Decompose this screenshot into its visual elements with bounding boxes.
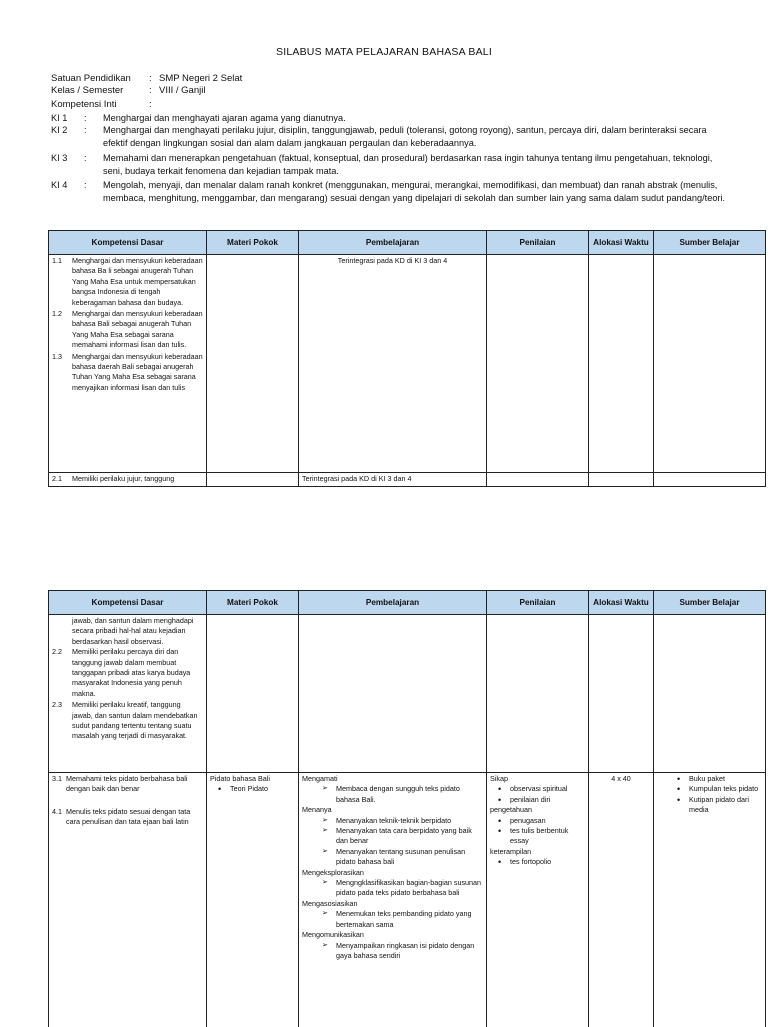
kd-item: 2.1 Memiliki perilaku jujur, tanggung — [52, 474, 175, 483]
alokasi-cell: 4 x 40 — [589, 773, 654, 1027]
materi-cell — [207, 473, 299, 487]
materi-cell — [207, 773, 299, 1027]
list-item: • Kutipan pidato dari media — [669, 795, 762, 816]
list-item: ➢ Menanyakan tentang susunan penulisan pidato bahasa bali — [302, 847, 483, 868]
step-mengomunikasikan: Mengomunikasikan — [302, 930, 364, 940]
kd-item: 2.3 Memiliki perilaku kreatif, tanggung jawab, dan santun dalam mendebatkan sudut pandang tertentu tentang suatu masalah yang terjadi di masyarakat. — [52, 700, 198, 741]
ki-text: Mengolah, menyaji, dan menalar dalam ranah konkret (menggunakan, mengurai, merangkai, memodifikasi, dan membuat) dan ranah abstrak (menulis, membaca, menghitung, menggambar, dan mengarang) sesuai dengan yang dipelajari di sekolah dan sumber lain yang sama dalam sudut pandang/teori. — [103, 180, 726, 203]
penilaian-sikap: Sikap — [490, 774, 508, 783]
col-header-kompetensi-dasar: Kompetensi Dasar — [49, 231, 207, 255]
meta-value: SMP Negeri 2 Selat — [159, 73, 243, 84]
alokasi-cell — [589, 615, 654, 773]
kd-cell — [49, 473, 207, 487]
kd-continuation: jawab, dan santun dalam menghadapi secara pribadi hal-hal atau kejadian berdasarkan hasil observasi. — [72, 616, 194, 646]
col-header-materi-pokok: Materi Pokok — [207, 591, 299, 615]
list-item: ➢ Menanyakan tata cara berpidato yang baik dan benar — [302, 826, 483, 847]
col-header-materi-pokok: Materi Pokok — [207, 231, 299, 255]
col-header-pembelajaran: Pembelajaran — [299, 591, 487, 615]
syllabus-table-1 — [48, 230, 766, 487]
syllabus-table-2 — [48, 590, 766, 1027]
col-header-pembelajaran: Pembelajaran — [299, 231, 487, 255]
col-header-sumber-belajar: Sumber Belajar — [654, 591, 766, 615]
ki-code: KI 2 — [51, 125, 68, 135]
ki-item: KI 3 : Memahami dan menerapkan pengetahuan (faktual, konseptual, dan prosedural) berdasarkan rasa ingin tahunya tentang ilmu pengetahuan, teknologi, seni, budaya terkait fenomena dan kejadian tampak mata. — [51, 152, 731, 177]
meta-label: Kompetensi Inti — [51, 99, 117, 110]
kd-cell — [49, 615, 207, 773]
list-item: • penugasan — [490, 816, 585, 826]
col-header-penilaian: Penilaian — [487, 591, 589, 615]
kd-item: 1.2 Menghargai dan mensyukuri keberadaan bahasa Bali sebagai anugerah Tuhan Yang Maha Esa sebagai sarana memahami informasi lisan dan tulis. — [52, 309, 203, 350]
penilaian-keterampilan: keterampilan — [490, 846, 532, 856]
list-item: • Teori Pidato — [210, 784, 295, 794]
sumber-cell — [654, 773, 766, 1027]
kd-item: 4.1 Menulis teks pidato sesuai dengan tata cara penulisan dan tata ejaan bali latin — [52, 806, 191, 827]
col-header-kompetensi-dasar: Kompetensi Dasar — [49, 591, 207, 615]
ki-text: Menghargai dan menghayati perilaku jujur, disiplin, tanggungjawab, peduli (toleransi, gotong royong), santun, percaya diri, dalam berinteraksi secara efektif dengan lingkungan sosial dan alam dalam jangkauan pergaulan dan keberadaannya. — [103, 125, 707, 148]
penilaian-cell — [487, 773, 589, 1027]
list-item: • observasi spiritual — [490, 784, 585, 794]
table-row — [49, 473, 766, 487]
alokasi-cell — [589, 473, 654, 487]
penilaian-cell — [487, 615, 589, 773]
list-item: • Buku paket — [669, 774, 762, 784]
ki-item: KI 4 : Mengolah, menyaji, dan menalar dalam ranah konkret (menggunakan, mengurai, merangkai, memodifikasi, dan membuat) dan ranah abstrak (menulis, membaca, menghitung, menggambar, dan mengarang) sesuai dengan yang dipelajari di sekolah dan sumber lain yang sama dalam sudut pandang/teori. — [51, 179, 731, 204]
pembelajaran-cell — [299, 615, 487, 773]
kd-item: 2.2 Memiliki perilaku percaya diri dan tanggung jawab dalam membuat tanggapan pribadi atas karya budaya masyarakat Indonesia yang penuh makna. — [52, 647, 191, 698]
ki-item: KI 1 : Menghargai dan menghayati ajaran agama yang dianutnya. — [51, 112, 731, 125]
meta-satuan-pendidikan: Satuan Pendidikan : SMP Negeri 2 Selat — [51, 73, 243, 84]
penilaian-pengetahuan: pengetahuan — [490, 805, 532, 815]
kd-item: 1.3 Menghargai dan mensyukuri keberadaan bahasa daerah Bali sebagai anugerah Tuhan Yang Maha Esa sebagai sarana menyajikan informasi lisan dan tulis — [52, 351, 203, 392]
alokasi-cell — [589, 255, 654, 473]
table-row — [49, 773, 766, 1027]
list-item: ➢ Menyampaikan ringkasan isi pidato dengan gaya bahasa sendiri — [302, 941, 483, 962]
col-header-alokasi-waktu: Alokasi Waktu — [589, 231, 654, 255]
penilaian-cell — [487, 473, 589, 487]
step-mengeksplorasikan: Mengeksplorasikan — [302, 867, 364, 877]
col-header-penilaian: Penilaian — [487, 231, 589, 255]
list-item: ➢ Menemukan teks pembanding pidato yang bertemakan sama — [302, 909, 483, 930]
ki-text: Menghargai dan menghayati ajaran agama yang dianutnya. — [103, 113, 346, 123]
meta-label: Satuan Pendidikan — [51, 73, 131, 84]
ki-code: KI 3 — [51, 153, 68, 163]
list-item: • tes fortopolio — [490, 857, 585, 867]
ki-code: KI 4 — [51, 180, 68, 190]
step-mengamati: Mengamati — [302, 774, 338, 783]
pembelajaran-cell — [299, 773, 487, 1027]
materi-cell — [207, 615, 299, 773]
table-row — [49, 255, 766, 473]
materi-cell — [207, 255, 299, 473]
materi-list — [210, 784, 295, 794]
step-menanya: Menanya — [302, 805, 332, 815]
list-item: ➢ Membaca dengan sungguh teks pidato bahasa Bali. — [302, 784, 483, 805]
document-title: SILABUS MATA PELAJARAN BAHASA BALI — [276, 46, 492, 58]
meta-kelas-semester: Kelas / Semester : VIII / Ganjil — [51, 85, 206, 96]
list-item: • penilaian diri — [490, 795, 585, 805]
meta-label: Kelas / Semester — [51, 85, 124, 96]
list-item: • tes tulis berbentuk essay — [490, 826, 585, 847]
kd-item: 3.1 Memahami teks pidato berbahasa bali dengan baik dan benar — [52, 774, 188, 794]
materi-title: Pidato bahasa Bali — [210, 774, 270, 783]
col-header-sumber-belajar: Sumber Belajar — [654, 231, 766, 255]
meta-kompetensi-inti: Kompetensi Inti : — [51, 99, 152, 110]
list-item: ➢ Mengngklasifikasikan bagian-bagian susunan pidato pada teks pidato berbahasa bali — [302, 878, 483, 899]
pembelajaran-cell: Terintegrasi pada KD di KI 3 dan 4 — [299, 255, 487, 473]
sumber-cell — [654, 255, 766, 473]
list-item: ➢ Menanyakan teknik-teknik berpidato — [302, 816, 483, 826]
pembelajaran-cell: Terintegrasi pada KD di KI 3 dan 4 — [299, 473, 487, 487]
penilaian-cell — [487, 255, 589, 473]
ki-code: KI 1 — [51, 113, 68, 123]
ki-text: Memahami dan menerapkan pengetahuan (faktual, konseptual, dan prosedural) berdasarkan rasa ingin tahunya tentang ilmu pengetahuan, teknologi, seni, budaya terkait fenomena dan kejadian tampak mata. — [103, 153, 713, 176]
sumber-cell — [654, 473, 766, 487]
table-row — [49, 615, 766, 773]
sumber-cell — [654, 615, 766, 773]
step-mengasosiasikan: Mengasosiasikan — [302, 898, 358, 908]
col-header-alokasi-waktu: Alokasi Waktu — [589, 591, 654, 615]
meta-value: VIII / Ganjil — [159, 85, 206, 96]
list-item: • Kumpulan teks pidato — [669, 784, 762, 794]
kd-cell — [49, 255, 207, 473]
kd-cell — [49, 773, 207, 1027]
kd-item: 1.1 Menghargai dan mensyukuri keberadaan bahasa Ba li sebagai anugerah Tuhan Yang Maha Esa untuk mempersatukan bangsa Indonesia di tengah keberagaman bahasa dan budaya. — [52, 256, 203, 307]
ki-item: KI 2 : Menghargai dan menghayati perilaku jujur, disiplin, tanggungjawab, peduli (toleransi, gotong royong), santun, percaya diri, dalam berinteraksi secara efektif dengan lingkungan sosial dan alam dalam jangkauan pergaulan dan keberadaannya. — [51, 124, 731, 149]
